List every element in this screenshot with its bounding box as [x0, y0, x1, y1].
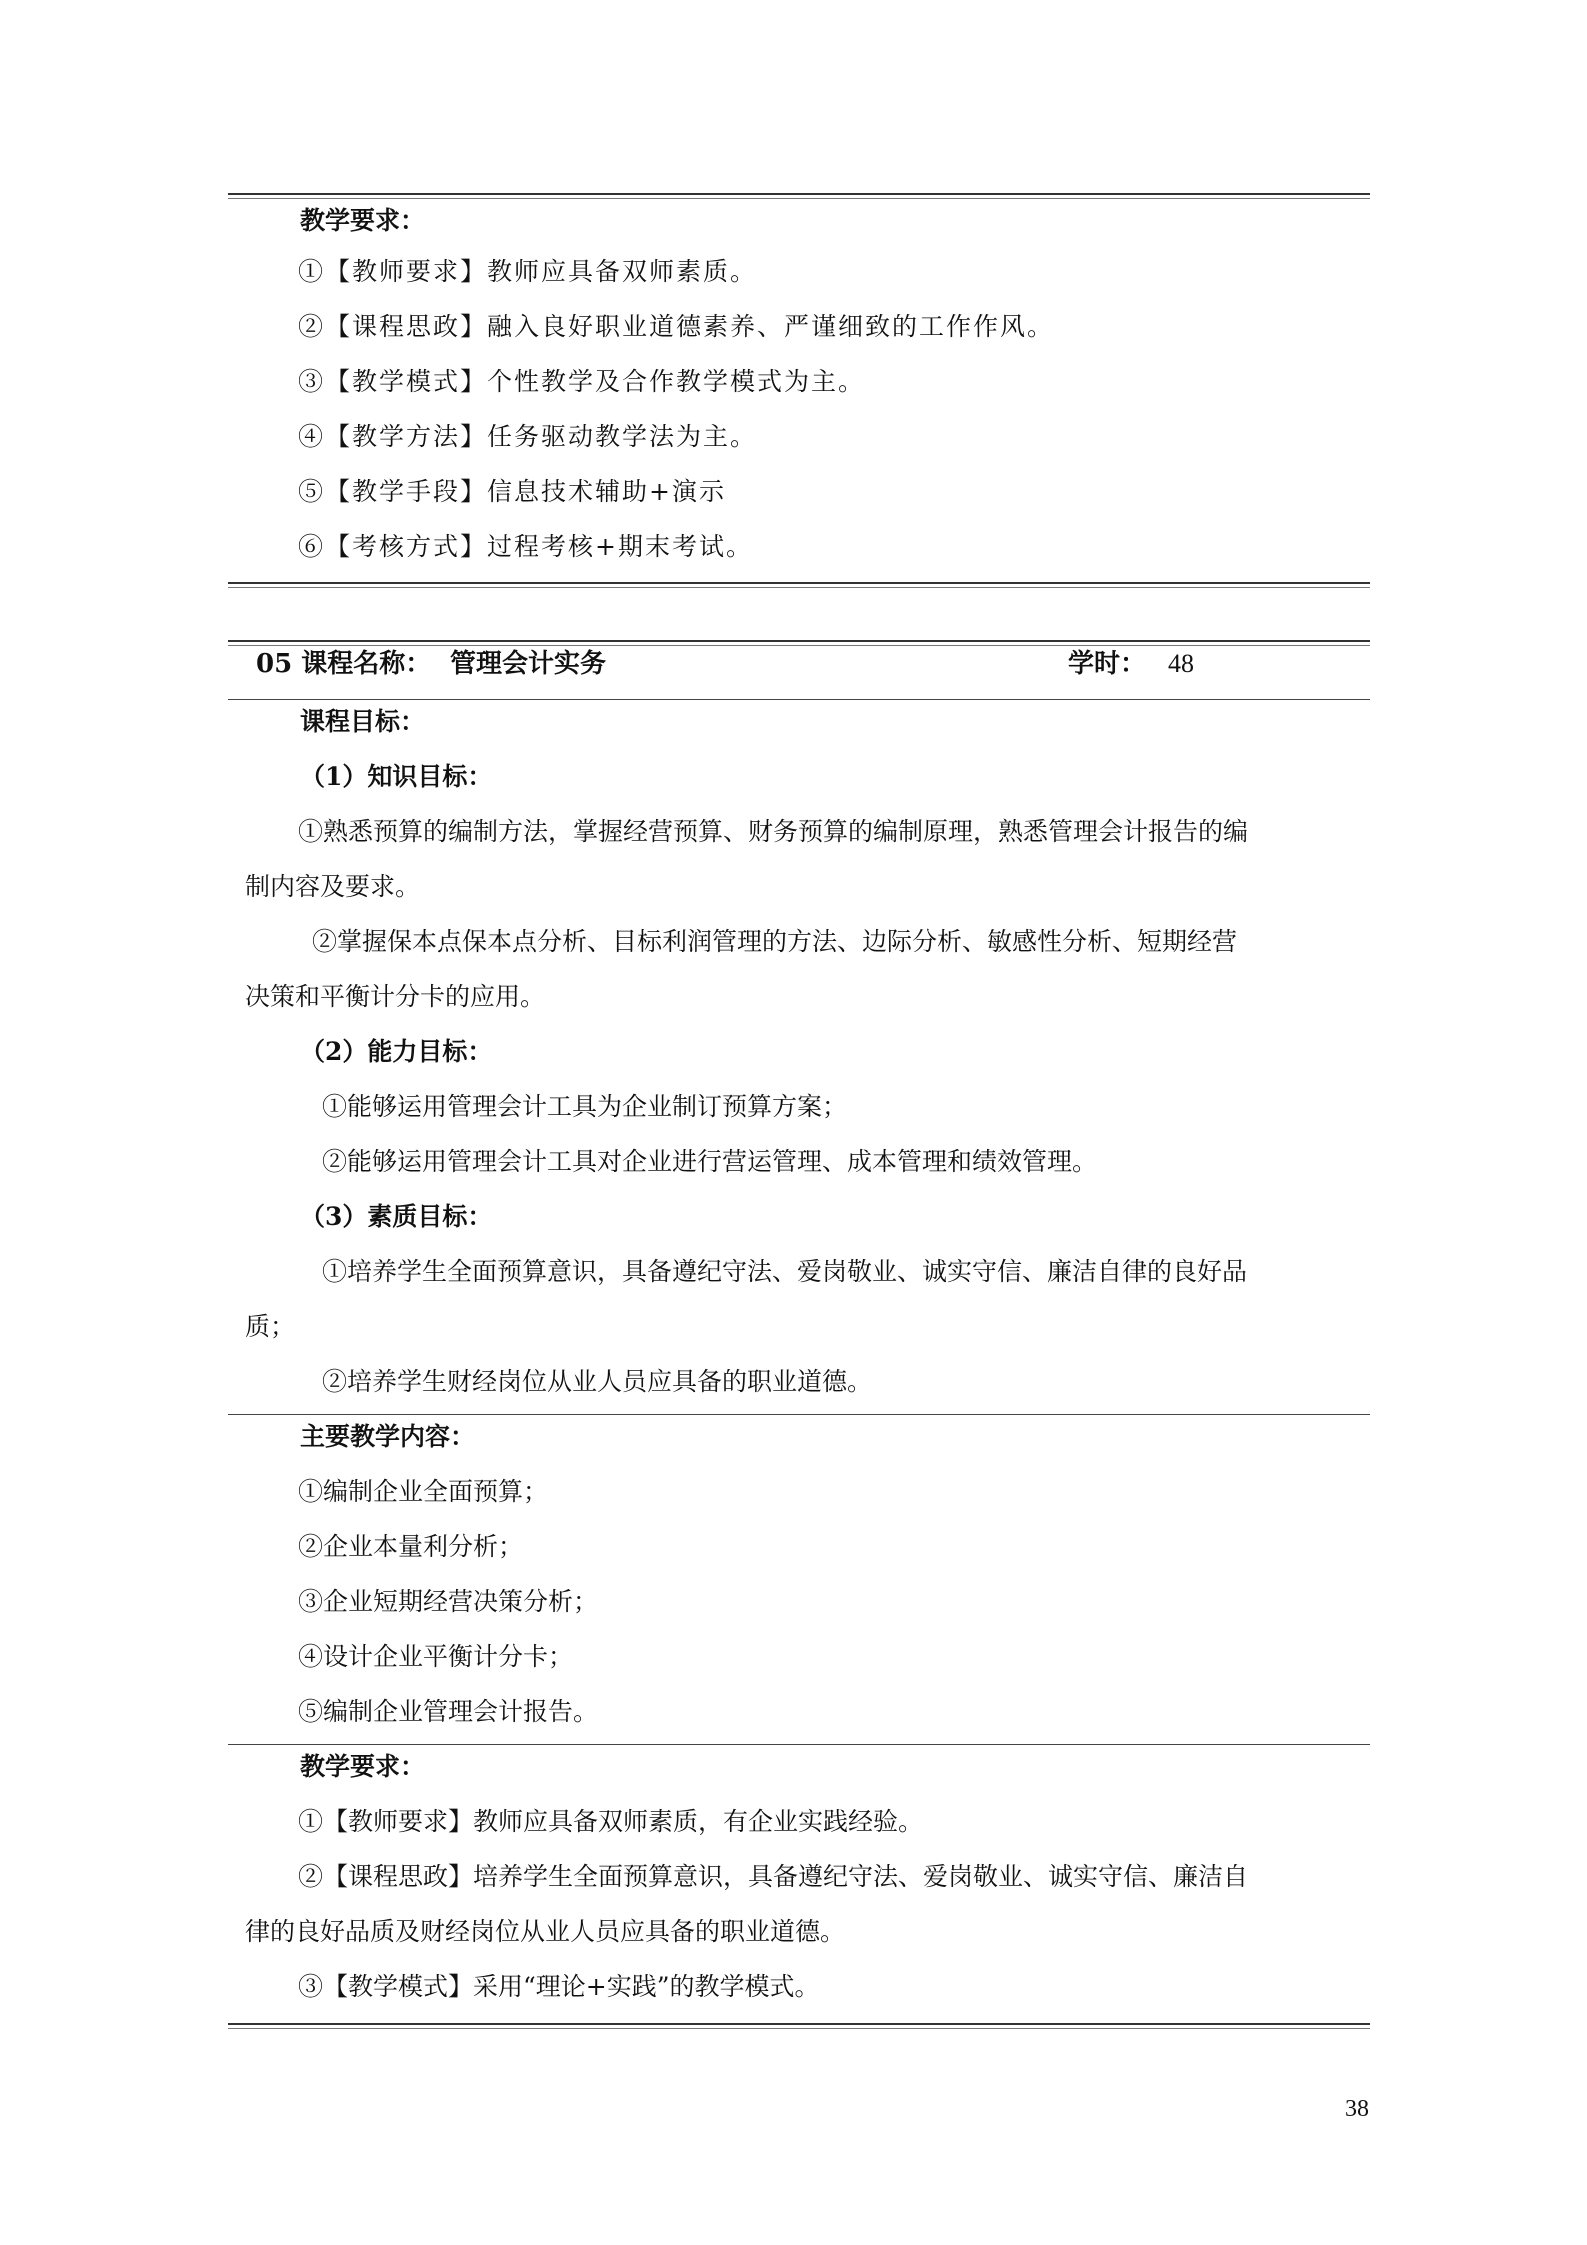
paragraph-line: ②能够运用管理会计工具对企业进行营运管理、成本管理和绩效管理。: [322, 1147, 1098, 1176]
paragraph-line: ③【教学模式】采用“理论+实践”的教学模式。: [298, 1972, 820, 2001]
course-name: 管理会计实务: [450, 649, 607, 679]
section-heading: 教学要求：: [300, 1752, 426, 1781]
list-item: ⑤【教学手段】信息技术辅助+演示: [298, 477, 726, 506]
paragraph-line: ①培养学生全面预算意识，具备遵纪守法、爱岗敬业、诚实守信、廉洁自律的良好品: [322, 1257, 1248, 1286]
list-item: ①编制企业全面预算；: [298, 1477, 549, 1506]
paragraph-line: ②【课程思政】培养学生全面预算意识，具备遵纪守法、爱岗敬业、诚实守信、廉洁自: [298, 1862, 1249, 1891]
page-number: 38: [1345, 2096, 1369, 2122]
list-item: ②企业本量利分析；: [298, 1532, 524, 1561]
row-divider: [228, 1744, 1370, 1745]
list-item: ①【教师要求】教师应具备双师素质。: [298, 257, 758, 286]
paragraph-line: 决策和平衡计分卡的应用。: [245, 982, 546, 1011]
paragraph-line: 律的良好品质及财经岗位从业人员应具备的职业道德。: [245, 1917, 846, 1946]
paragraph-line: ②培养学生财经岗位从业人员应具备的职业道德。: [322, 1367, 873, 1396]
table-top-border: [228, 193, 1370, 199]
hours-label: 学时：: [1068, 649, 1147, 679]
paragraph-line: ①熟悉预算的编制方法，掌握经营预算、财务预算的编制原理，熟悉管理会计报告的编: [298, 817, 1249, 846]
ability-heading: （2）能力目标：: [300, 1037, 493, 1066]
row-divider: [228, 699, 1370, 700]
list-item: ②【课程思政】融入良好职业道德素养、严谨细致的工作作风。: [298, 312, 1055, 341]
list-item: ⑤编制企业管理会计报告。: [298, 1697, 599, 1726]
section-heading: 教学要求：: [300, 206, 426, 235]
course-header-row: [256, 644, 1316, 684]
paragraph-line: ①能够运用管理会计工具为企业制订预算方案；: [322, 1092, 848, 1121]
table-bottom-border: [228, 2023, 1370, 2029]
paragraph-line: ②掌握保本点保本点分析、目标利润管理的方法、边际分析、敏感性分析、短期经营: [312, 927, 1238, 956]
objectives-heading: 课程目标：: [300, 707, 426, 736]
list-item: ③企业短期经营决策分析；: [298, 1587, 599, 1616]
row-divider: [228, 1414, 1370, 1415]
paragraph-line: ①【教师要求】教师应具备双师素质，有企业实践经验。: [298, 1807, 924, 1836]
list-item: ④【教学方法】任务驱动教学法为主。: [298, 422, 758, 451]
table-bottom-border: [228, 582, 1370, 588]
course-number-label: 05 课程名称：: [256, 649, 432, 679]
list-item: ③【教学模式】个性教学及合作教学模式为主。: [298, 367, 866, 396]
paragraph-line: 制内容及要求。: [245, 872, 421, 901]
list-item: ⑥【考核方式】过程考核+期末考试。: [298, 532, 753, 561]
content-heading: 主要教学内容：: [300, 1422, 476, 1451]
list-item: ④设计企业平衡计分卡；: [298, 1642, 574, 1671]
quality-heading: （3）素质目标：: [300, 1202, 493, 1231]
hours-value: 48: [1168, 649, 1194, 678]
knowledge-heading: （1）知识目标：: [300, 762, 493, 791]
paragraph-line: 质；: [245, 1312, 296, 1341]
